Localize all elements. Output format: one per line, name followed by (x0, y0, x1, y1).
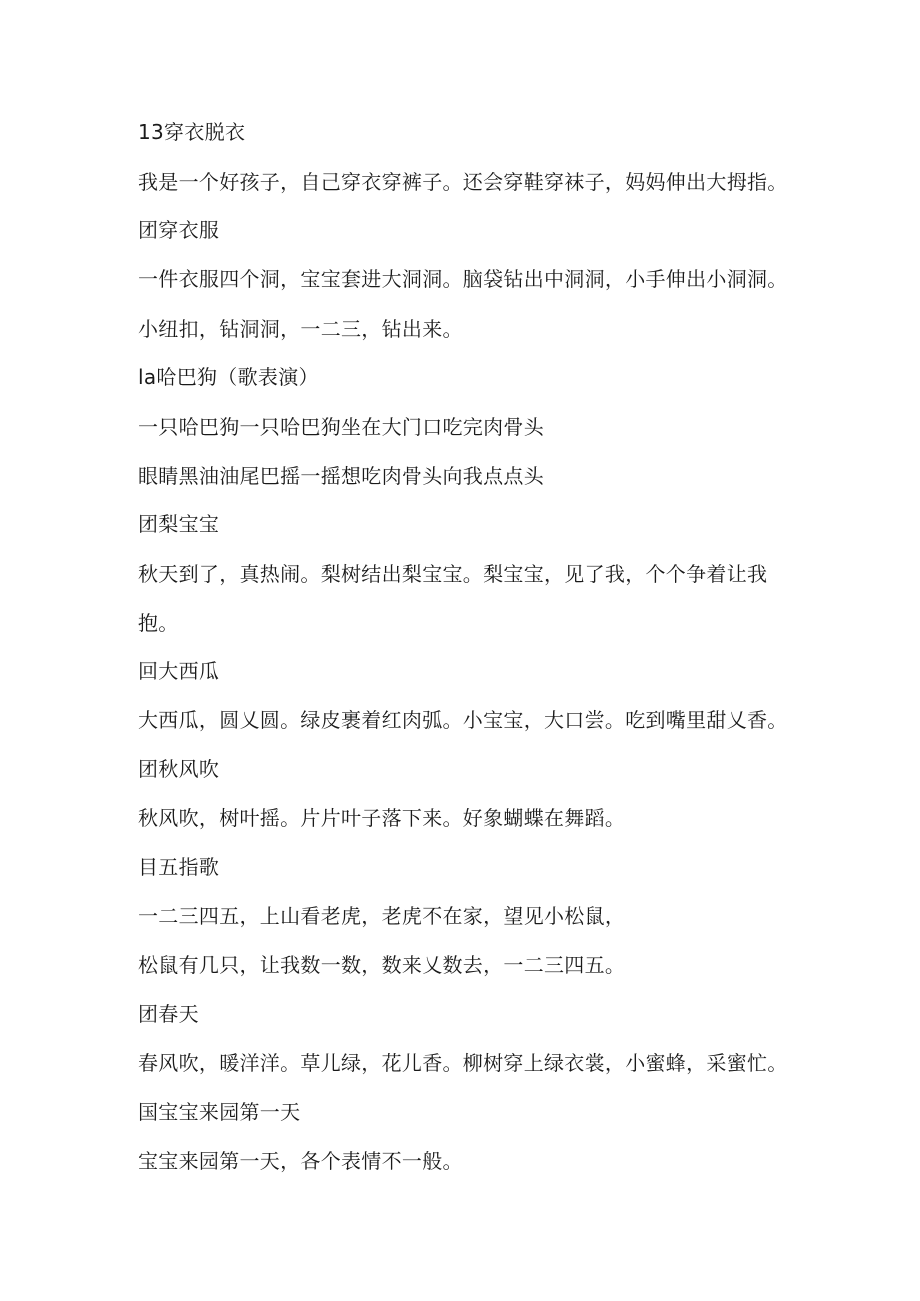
heading-bao-bao-lai-yuan: 国宝宝来园第一天 (138, 1100, 301, 1124)
paragraph-line: 宝宝来园第一天，各个表情不一般。 (138, 1149, 463, 1173)
heading-chuan-yi-fu: 团穿衣服 (138, 218, 220, 242)
heading-wu-zhi-ge: 目五指歌 (138, 855, 220, 879)
heading-chun-tian: 团春天 (138, 1002, 199, 1026)
paragraph-line: 秋风吹，树叶摇。片片叶子落下来。好象蝴蝶在舞蹈。 (138, 806, 626, 830)
heading-li-bao-bao: 团梨宝宝 (138, 512, 220, 536)
paragraph-line: 春风吹，暖洋洋。草儿绿，花儿香。柳树穿上绿衣裳，小蜜蜂，采蜜忙。 (138, 1051, 788, 1075)
paragraph-line: 小纽扣，钻洞洞，一二三，钻出来。 (138, 317, 463, 341)
paragraph-line: 一只哈巴狗一只哈巴狗坐在大门口吃完肉骨头 (138, 415, 544, 439)
paragraph-line: 抱。 (138, 611, 179, 635)
paragraph-line: 一二三四五，上山看老虎，老虎不在家，望见小松鼠， (138, 904, 626, 928)
heading-qiu-feng-chui: 团秋风吹 (138, 757, 220, 781)
heading-da-xi-gua: 回大西瓜 (138, 659, 220, 683)
paragraph-line: 眼睛黑油油尾巴摇一摇想吃肉骨头向我点点头 (138, 464, 544, 488)
paragraph-line: 松鼠有几只，让我数一数，数来乂数去，一二三四五。 (138, 953, 626, 977)
heading-ha-ba-gou: la哈巴狗（歌表演） (138, 365, 319, 389)
heading-chuan-yi-tuo-yi: 13穿衣脱衣 (138, 120, 246, 144)
paragraph-line: 一件衣服四个洞，宝宝套进大洞洞。脑袋钻出中洞洞，小手伸出小洞洞。 (138, 267, 788, 291)
paragraph-line: 大西瓜，圆乂圆。绿皮裹着红肉弧。小宝宝，大口尝。吃到嘴里甜乂香。 (138, 708, 788, 732)
paragraph-line: 秋天到了，真热闹。梨树结出梨宝宝。梨宝宝，见了我，个个争着让我 (138, 562, 768, 586)
paragraph-line: 我是一个好孩子，自己穿衣穿裤子。还会穿鞋穿袜子，妈妈伸出大拇指。 (138, 170, 788, 194)
